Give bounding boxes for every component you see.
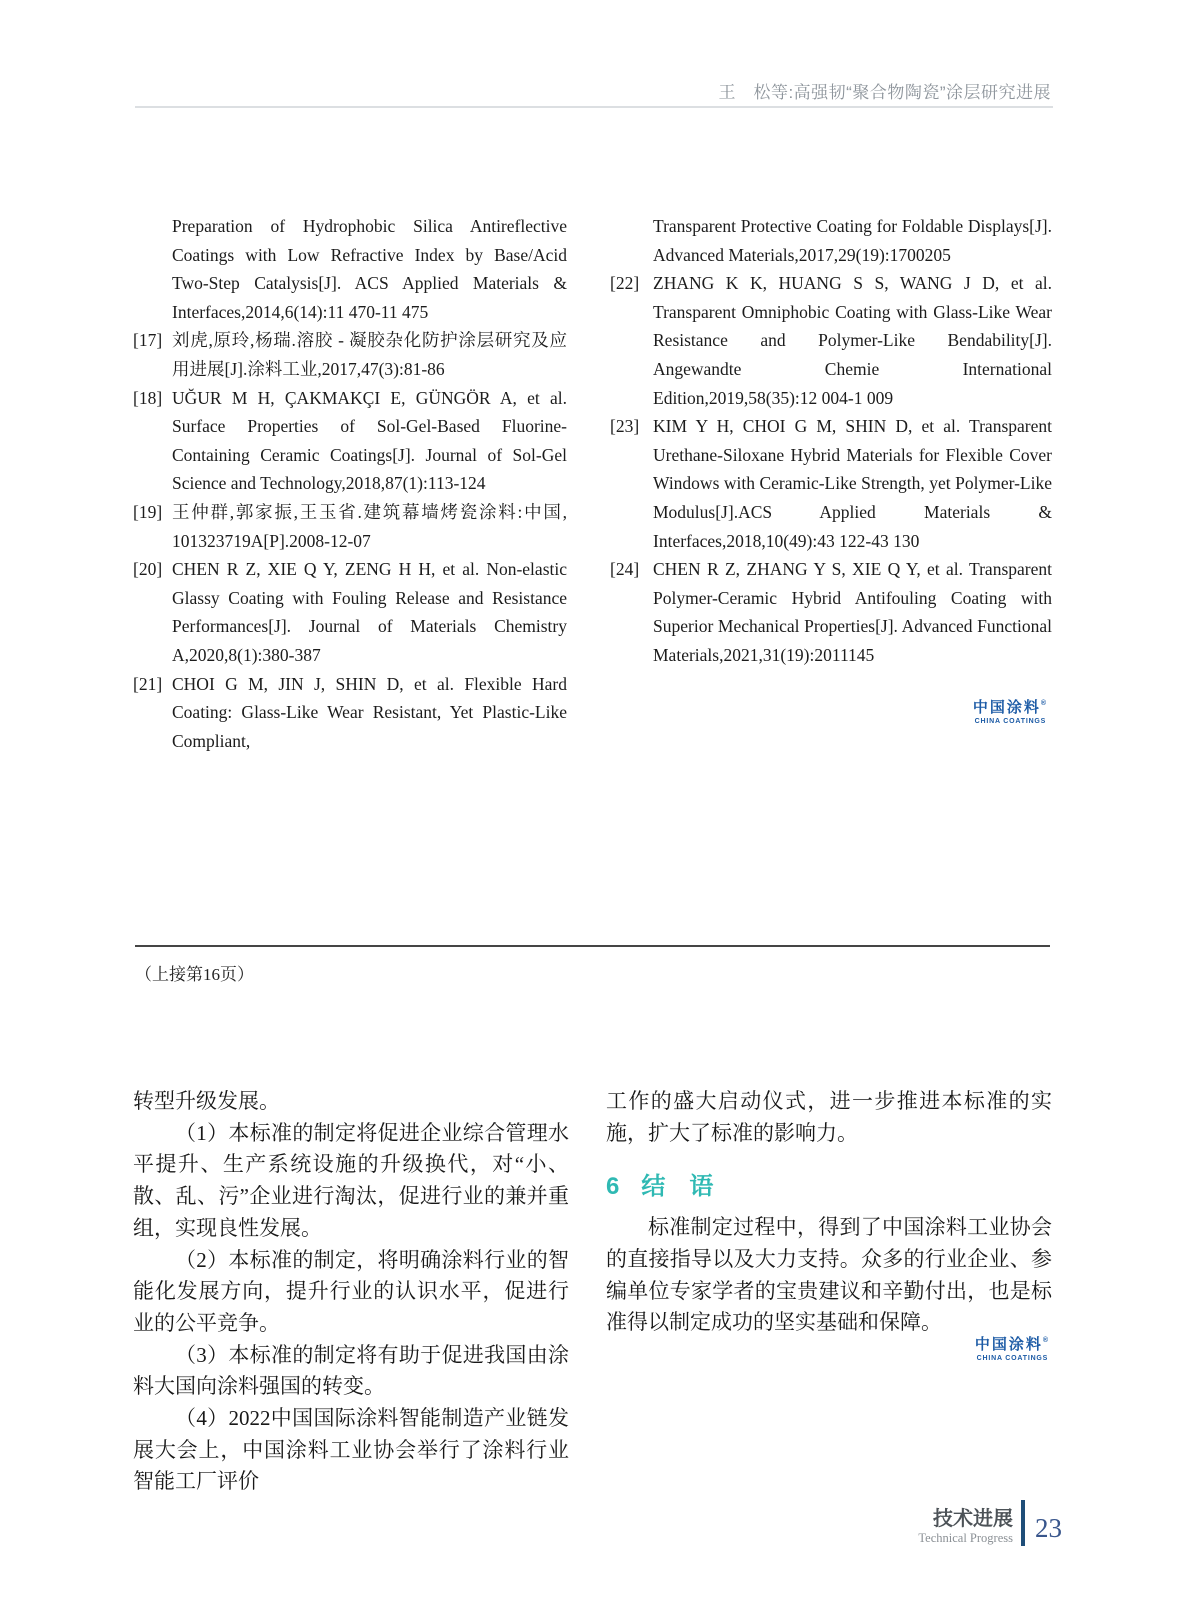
reference-entry [133, 326, 567, 383]
article-divider [135, 945, 1050, 947]
paragraph: （4）2022中国国际涂料智能制造产业链发展大会上，中国涂料工业协会举行了涂料行业智能工厂评价 [133, 1406, 569, 1494]
article-right-column [606, 1086, 1052, 1498]
reference-text: Transparent Protective Coating for Foldable Displays[J]. Advanced Materials,2017,29(19):1700205 [653, 216, 1052, 265]
page-number: 23 [1035, 1513, 1062, 1543]
reference-text: 王仲群,郭家振,王玉省.建筑幕墙烤瓷涂料:中国, 101323719A[P].2008-12-07 [172, 501, 567, 551]
reference-entry [610, 269, 1052, 412]
reference-number: [20] [133, 559, 163, 580]
continued-article-section [133, 1086, 1052, 1498]
reference-entry [610, 212, 1052, 269]
registered-mark: ® [1042, 1337, 1050, 1344]
logo-en-text: CHINA COATINGS [974, 718, 1047, 725]
running-title: 王 松等:高强韧“聚合物陶瓷”涂层研究进展 [718, 83, 1051, 102]
china-coatings-logo [975, 1337, 1050, 1362]
paragraph: （2）本标准的制定，将明确涂料行业的智能化发展方向，提升行业的认识水平，促进行业的公平竞争。 [133, 1247, 569, 1335]
reference-number: [19] [133, 501, 163, 522]
reference-number: [24] [610, 559, 640, 580]
reference-text: CHEN R Z, ZHANG Y S, XIE Q Y, et al. Transparent Polymer-Ceramic Hybrid Antifouling Coating with Superior Mechanical Properties[J]. Advanced Functional Materials,2021,31(19):2011145 [653, 559, 1052, 665]
article-left-column [133, 1086, 569, 1498]
footer-section-en: Technical Progress [918, 1530, 1013, 1545]
reference-entry [133, 555, 567, 669]
header-divider [135, 106, 1053, 108]
paragraph: 工作的盛大启动仪式，进一步推进本标准的实施，扩大了标准的影响力。 [606, 1089, 1052, 1145]
reference-number: [22] [610, 273, 640, 294]
logo-en-text: CHINA COATINGS [976, 1355, 1049, 1362]
reference-text: UĞUR M H, ÇAKMAKÇI E, GÜNGÖR A, et al. Surface Properties of Sol-Gel-Based Fluorine-Containing Ceramic Coatings[J]. Journal of Sol-Gel Science and Technology,2018,87(1):113-124 [172, 387, 567, 494]
footer-section-cn: 技术进展 [933, 1507, 1013, 1530]
section-number: 6 [606, 1173, 620, 1201]
reference-text: 刘虎,原玲,杨瑞.溶胶 - 凝胶杂化防护涂层研究及应用进展[J].涂料工业,2017,47(3):81-86 [172, 330, 567, 379]
references-left-column [133, 212, 567, 755]
registered-mark: ® [1040, 700, 1048, 707]
reference-entry [133, 670, 567, 756]
logo-cn-text: 中国涂料® [974, 1336, 1050, 1353]
reference-text: CHOI G M, JIN J, SHIN D, et al. Flexible Hard Coating: Glass-Like Wear Resistant, Yet Plastic-Like Compliant, [172, 673, 567, 751]
continued-from-note: （上接第16页） [135, 965, 254, 984]
reference-number: [17] [133, 330, 163, 351]
references-section [133, 212, 1052, 755]
section-title: 结 语 [641, 1173, 714, 1201]
reference-text: ZHANG K K, HUANG S S, WANG J D, et al. Transparent Omniphobic Coating with Glass-Like Wear Resistance and Polymer-Like Bendability[J]. Angewandte Chemie International Edition,2019,58(35):12 004-1 009 [653, 273, 1052, 408]
conclusion-heading [606, 1173, 1052, 1202]
reference-entry [610, 412, 1052, 555]
paragraph: （1）本标准的制定将促进企业综合管理水平提升、生产系统设施的升级换代，对“小、散、乱、污”企业进行淘汰，促进行业的兼并重组，实现良性发展。 [133, 1120, 569, 1240]
paragraph: （3）本标准的制定将有助于促进我国由涂料大国向涂料强国的转变。 [133, 1342, 569, 1399]
reference-text: KIM Y H, CHOI G M, SHIN D, et al. Transparent Urethane-Siloxane Hybrid Materials for Flexible Cover Windows with Ceramic-Like Strength, yet Polymer-Like Modulus[J].ACS Applied Materials & Interfaces,2018,10(49):43 122-43 130 [653, 416, 1052, 551]
paragraph: 转型升级发展。 [133, 1089, 280, 1113]
reference-text: Preparation of Hydrophobic Silica Antireflective Coatings with Low Refractive Index by Base/Acid Two-Step Catalysis[J]. ACS Applied Materials & Interfaces,2014,6(14):11 470-11 475 [172, 216, 567, 322]
logo-cn-text: 中国涂料® [972, 699, 1048, 716]
china-coatings-logo [973, 700, 1048, 725]
reference-entry [133, 384, 567, 498]
page-footer [918, 1500, 1062, 1546]
reference-text: CHEN R Z, XIE Q Y, ZENG H H, et al. Non-elastic Glassy Coating with Fouling Release and Resistance Performances[J]. Journal of Materials Chemistry A,2020,8(1):380-387 [172, 559, 567, 665]
reference-entry [133, 498, 567, 555]
reference-entry [133, 212, 567, 326]
paragraph: 标准制定过程中，得到了中国涂料工业协会的直接指导以及大力支持。众多的行业企业、参编单位专家学者的宝贵建议和辛勤付出，也是标准得以制定成功的坚实基础和保障。 [606, 1215, 1052, 1335]
footer-accent-bar [1021, 1500, 1025, 1546]
reference-entry [610, 555, 1052, 669]
reference-number: [23] [610, 416, 640, 437]
footer-section-labels [918, 1508, 1013, 1546]
references-right-column [610, 212, 1052, 755]
reference-number: [18] [133, 387, 163, 408]
reference-number: [21] [133, 673, 163, 694]
